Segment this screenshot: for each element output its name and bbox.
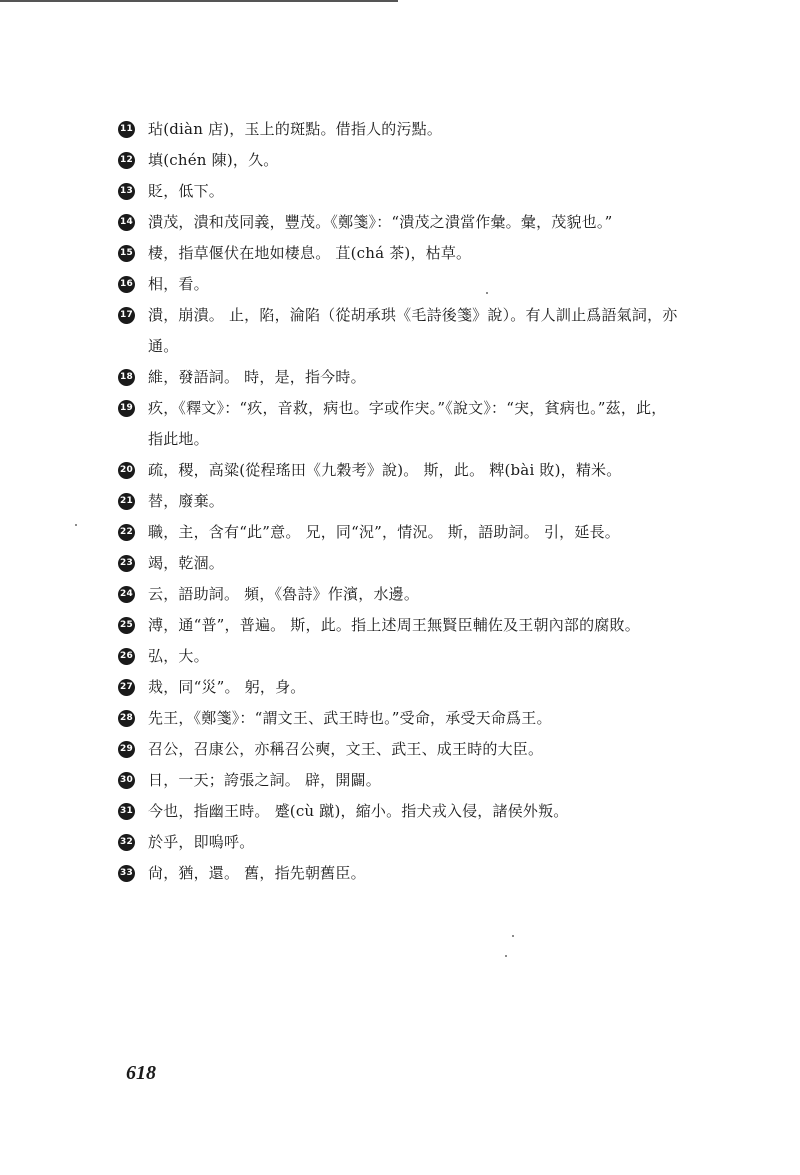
note-text: 弘，大。 [148, 647, 209, 665]
note-number: 26 [118, 648, 135, 665]
note-number: 32 [118, 834, 135, 851]
note-item [118, 858, 678, 889]
note-text: 維，發語詞。 時，是，指今時。 [148, 368, 366, 386]
note-item [118, 796, 678, 827]
note-item [118, 734, 678, 765]
note-item [118, 703, 678, 734]
note-number: 14 [118, 214, 135, 231]
note-number: 11 [118, 121, 135, 138]
note-number: 31 [118, 803, 135, 820]
note-item [118, 827, 678, 858]
note-item [118, 362, 678, 393]
note-number: 16 [118, 276, 135, 293]
note-text: 尙，猶，還。 舊，指先朝舊臣。 [148, 864, 366, 882]
note-item [118, 579, 678, 610]
note-text: 填(chén 陳)，久。 [148, 151, 279, 169]
note-item [118, 176, 678, 207]
note-item [118, 641, 678, 672]
note-text: 召公，召康公，亦稱召公奭，文王、武王、成王時的大臣。 [148, 740, 544, 758]
note-item [118, 672, 678, 703]
scan-speck [505, 955, 507, 957]
note-item [118, 765, 678, 796]
note-text: 疏，稷，高粱(從程瑤田《九穀考》說)。 斯，此。 粺(bài 敗)，精米。 [148, 461, 622, 479]
note-text: 相，看。 [148, 275, 209, 293]
note-number: 27 [118, 679, 135, 696]
scan-speck [75, 524, 77, 526]
note-text: 替，廢棄。 [148, 492, 225, 510]
note-number: 33 [118, 865, 135, 882]
note-number: 22 [118, 524, 135, 541]
note-number: 19 [118, 400, 135, 417]
note-item [118, 393, 678, 455]
note-item [118, 548, 678, 579]
top-rule [0, 0, 398, 2]
note-number: 21 [118, 493, 135, 510]
notes-list [118, 114, 678, 889]
note-text: 今也，指幽王時。 蹙(cù 蹴)，縮小。指犬戎入侵，諸侯外叛。 [148, 802, 569, 820]
note-number: 23 [118, 555, 135, 572]
note-item [118, 238, 678, 269]
note-text: 日，一天；誇張之詞。 辟，開闢。 [148, 771, 381, 789]
note-number: 24 [118, 586, 135, 603]
note-text: 貶，低下。 [148, 182, 225, 200]
note-text: 潰，崩潰。 止，陷，淪陷（從胡承珙《毛詩後箋》說）。有人訓止爲語氣詞，亦通。 [148, 306, 678, 355]
note-item [118, 517, 678, 548]
note-item [118, 145, 678, 176]
note-number: 12 [118, 152, 135, 169]
note-text: 潰茂，潰和茂同義，豐茂。《鄭箋》：“潰茂之潰當作彙。彙，茂貌也。” [148, 213, 613, 231]
note-number: 30 [118, 772, 135, 789]
note-number: 15 [118, 245, 135, 262]
note-text: 棲，指草偃伏在地如棲息。 苴(chá 茶)，枯草。 [148, 244, 472, 262]
note-item [118, 455, 678, 486]
note-number: 25 [118, 617, 135, 634]
scan-speck [486, 292, 488, 294]
note-item [118, 269, 678, 300]
note-text: 於乎，即嗚呼。 [148, 833, 255, 851]
note-number: 18 [118, 369, 135, 386]
note-text: 云，語助詞。 頻，《魯詩》作濱，水邊。 [148, 585, 420, 603]
scan-speck [512, 935, 514, 937]
note-number: 13 [118, 183, 135, 200]
note-item [118, 207, 678, 238]
note-number: 20 [118, 462, 135, 479]
note-item [118, 114, 678, 145]
note-number: 29 [118, 741, 135, 758]
note-number: 17 [118, 307, 135, 324]
note-text: 疚，《釋文》：“疚，音救，病也。字或作宊。”《說文》：“宊，貧病也。”茲，此，指此地。 [148, 399, 667, 448]
note-item [118, 610, 678, 641]
note-number: 28 [118, 710, 135, 727]
note-item [118, 486, 678, 517]
note-text: 職，主，含有“此”意。 兄，同“況”，情況。 斯，語助詞。 引，延長。 [148, 523, 620, 541]
note-text: 先王，《鄭箋》：“謂文王、武王時也。”受命，承受天命爲王。 [148, 709, 552, 727]
note-text: 溥，通“普”，普遍。 斯，此。指上述周王無賢臣輔佐及王朝內部的腐敗。 [148, 616, 640, 634]
page-number: 618 [126, 1062, 156, 1084]
note-text: 竭，乾涸。 [148, 554, 225, 572]
note-text: 烖，同“災”。 躬，身。 [148, 678, 306, 696]
note-item [118, 300, 678, 362]
note-text: 玷(diàn 店)，玉上的斑點。借指人的污點。 [148, 120, 443, 138]
